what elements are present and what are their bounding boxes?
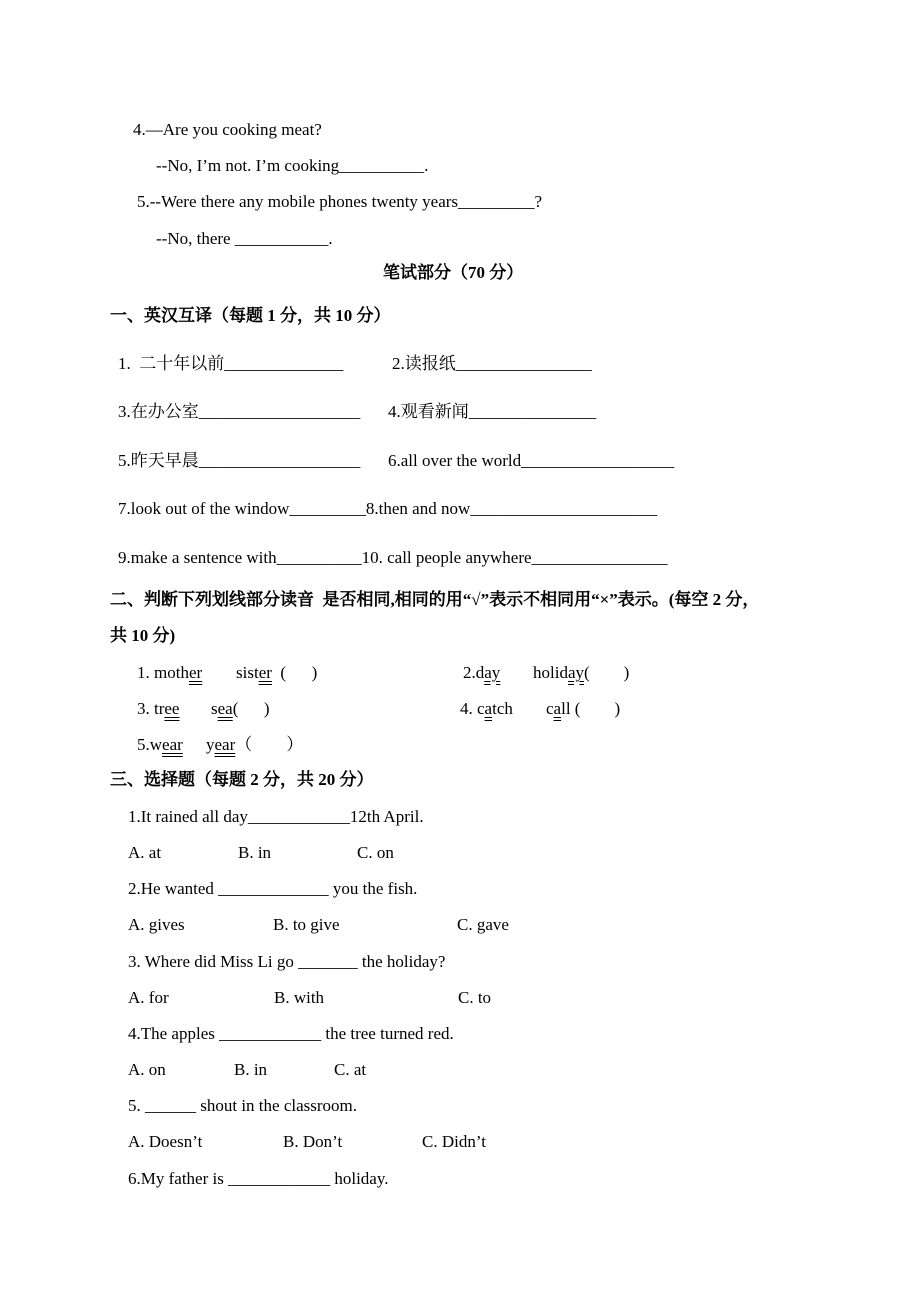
- s2-item-second: [236, 663, 317, 683]
- s2-item: 4. catch: [460, 699, 513, 718]
- s2-item-second: [533, 663, 629, 683]
- answer-blank[interactable]: ( ): [271, 663, 318, 682]
- s2-item-second: [211, 699, 270, 719]
- s1-item-3: 3.在办公室___________________: [118, 402, 361, 421]
- word-1: catch: [477, 699, 513, 718]
- option-a: A. for: [128, 988, 169, 1007]
- question-1: 1.It rained all day____________12th April.: [128, 807, 424, 826]
- option-b: B. Don’t: [283, 1132, 343, 1151]
- question-4: 4.The apples ____________ the tree turned red.: [128, 1024, 454, 1043]
- written-section-title: 笔试部分（70 分）: [383, 263, 524, 282]
- answer-blank[interactable]: ( ): [232, 699, 270, 718]
- s1-item-5: 5.昨天早晨___________________: [118, 451, 361, 470]
- option-c: C. to: [458, 988, 492, 1007]
- answer-blank[interactable]: ( ): [570, 699, 621, 718]
- option-a: A. gives: [128, 915, 185, 934]
- s2-item: 5.wear: [137, 735, 183, 754]
- option-c: C. Didn’t: [422, 1132, 486, 1151]
- section1-heading: 一、英汉互译（每题 1 分，共 10 分）: [110, 306, 391, 325]
- word-2: call: [546, 699, 571, 718]
- question-6: 6.My father is ____________ holiday.: [128, 1169, 389, 1188]
- option-c: C. on: [357, 843, 394, 862]
- option-c: C. at: [334, 1060, 367, 1079]
- section3-heading: 三、选择题（每题 2 分，共 20 分）: [110, 770, 374, 789]
- s1-item-6: 6.all over the world__________________: [388, 451, 675, 470]
- option-b: B. in: [238, 843, 272, 862]
- word-2: sea: [211, 699, 233, 718]
- option-a: A. Doesn’t: [128, 1132, 203, 1151]
- listening-a4: --No, I’m not. I’m cooking__________.: [156, 156, 429, 175]
- word-2: holiday: [533, 663, 584, 682]
- word-1: day: [475, 663, 501, 682]
- section2-heading: 二、判断下列划线部分读音 是否相同,相同的用“√”表示不相同用“×”表示。(每空 2 分，: [110, 590, 760, 609]
- option-c: C. gave: [457, 915, 509, 934]
- s1-item-1: 1. 二十年以前______________: [118, 354, 344, 373]
- question-2: 2.He wanted _____________ you the fish.: [128, 879, 418, 898]
- word-2: year: [206, 735, 236, 754]
- option-a: A. on: [128, 1060, 166, 1079]
- s2-item: 1. mother: [137, 663, 203, 682]
- s2-item-second: [206, 735, 303, 755]
- question-5: 5. ______ shout in the classroom.: [128, 1096, 358, 1115]
- listening-q4: 4.—Are you cooking meat?: [133, 120, 322, 139]
- word-1: wear: [149, 735, 183, 754]
- s1-item-4: 4.观看新闻_______________: [388, 402, 597, 421]
- option-b: B. to give: [273, 915, 340, 934]
- option-b: B. with: [274, 988, 325, 1007]
- option-a: A. at: [128, 843, 162, 862]
- word-2: sister: [236, 663, 272, 682]
- word-1: mother: [154, 663, 203, 682]
- option-b: B. in: [234, 1060, 268, 1079]
- answer-blank[interactable]: （ ）: [235, 735, 304, 754]
- word-1: tree: [154, 699, 180, 718]
- listening-a5: --No, there ___________.: [156, 229, 333, 248]
- s1-item-2: 2.读报纸________________: [392, 354, 592, 373]
- question-3: 3. Where did Miss Li go _______ the holiday?: [128, 952, 446, 971]
- s2-item: 2.day: [463, 663, 501, 682]
- s1-item-7-8: 7.look out of the window_________8.then and now______________________: [118, 499, 658, 518]
- s2-item-second: [546, 699, 620, 719]
- s1-item-9-10: 9.make a sentence with__________10. call people anywhere________________: [118, 548, 668, 567]
- listening-q5: 5.--Were there any mobile phones twenty years_________?: [137, 192, 543, 211]
- section2-heading-cont: 共 10 分): [110, 626, 176, 645]
- answer-blank[interactable]: ( ): [584, 663, 630, 682]
- s2-item: 3. tree: [137, 699, 180, 718]
